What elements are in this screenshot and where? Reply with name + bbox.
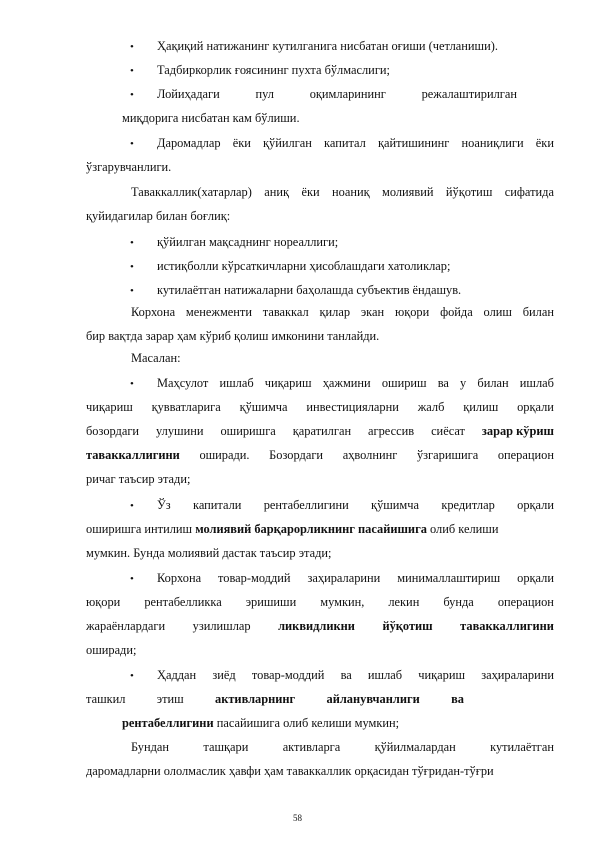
bullet-marker: •	[130, 41, 134, 53]
emphasis-text: ликвидликни	[278, 619, 355, 633]
paragraph-continuation: даромадларни ололмаслик ҳавфи ҳам таваккаллик орқасидан тўғридан-тўғри	[86, 764, 494, 778]
bullet-marker: •	[130, 573, 134, 585]
bullet-text-continuation: юқори рентабелликка эришиши мумкин, лекин бунда операцион	[86, 595, 554, 609]
page-number: 58	[293, 813, 302, 823]
bullet-text-continuation: мумкин. Бунда молиявий дастак таъсир этади;	[86, 546, 332, 560]
bullet-marker: •	[130, 378, 134, 390]
emphasis-text: йўқотиш	[382, 619, 433, 633]
bullet-text-continuation: жараёнлардаги узилишлар ликвидликни йўқотиш таваккаллигини	[86, 619, 554, 633]
bullet-text: Ўз капитали рентабеллигини қўшимча кредитлар орқали	[157, 498, 554, 512]
emphasis-text: молиявий барқарорликнинг пасайишига	[195, 522, 427, 536]
bullet-marker: •	[130, 89, 134, 101]
paragraph: Корхона менежменти таваккал қилар экан юқори фойда олиш билан	[131, 305, 554, 319]
bullet-text-continuation: таваккаллигини оширади. Бозордаги аҳволнинг ўзгаришига операцион	[86, 448, 554, 462]
emphasis-text: таваккаллигини	[86, 448, 180, 462]
bullet-text-continuation: ўзгарувчанлиги.	[86, 160, 172, 174]
emphasis-text: зарар кўриш	[481, 424, 554, 438]
emphasis-text: рентабеллигини	[122, 716, 214, 730]
emphasis-text: активларнинг	[215, 692, 296, 706]
bullet-text-continuation: рентабеллигини пасайишига олиб келиши мумкин;	[122, 716, 400, 730]
bullet-text: Тадбиркорлик ғоясининг пухта бўлмаслиги;	[157, 63, 390, 77]
emphasis-text: таваккаллигини	[460, 619, 554, 633]
bullet-text: Лойиҳадаги пул оқимларининг режалаштирилган	[157, 87, 517, 101]
bullet-text-continuation: ричаг таъсир этади;	[86, 472, 191, 486]
emphasis-text: ва	[451, 692, 464, 706]
bullet-text: Маҳсулот ишлаб чиқариш ҳажмини ошириш ва у билан ишлаб	[157, 376, 554, 390]
paragraph: Таваккаллик(хатарлар) аниқ ёки ноаниқ молиявий йўқотиш сифатида	[131, 185, 554, 199]
bullet-marker: •	[130, 500, 134, 512]
bullet-text-continuation: чиқариш қувватларига қўшимча инвестицияларни жалб қилиш орқали	[86, 400, 554, 414]
bullet-marker: •	[130, 138, 134, 150]
paragraph-continuation: бир вақтда зарар ҳам кўриб қолиш имконини танлайди.	[86, 329, 380, 343]
bullet-text: истиқболли кўрсаткичларни ҳисоблашдаги хатоликлар;	[157, 259, 451, 273]
bullet-text: Корхона товар-моддий заҳираларини минималлаштириш орқали	[157, 571, 554, 585]
bullet-text-continuation: бозордаги улушини оширишга қаратилган агрессив сиёсат зарар кўриш	[86, 424, 554, 438]
bullet-marker: •	[130, 237, 134, 249]
bullet-text-continuation: ташкил этиш активларнинг айланувчанлиги ва	[86, 692, 464, 706]
bullet-marker: •	[130, 670, 134, 682]
bullet-marker: •	[130, 261, 134, 273]
paragraph: Бундан ташқари активларга қўйилмалардан кутилаётган	[131, 740, 554, 754]
paragraph-continuation: қуйидагилар билан боғлиқ:	[86, 209, 231, 223]
bullet-marker: •	[130, 65, 134, 77]
bullet-text-continuation: оширишга интилиш молиявий барқарорликнинг пасайишига олиб келиши	[86, 522, 499, 536]
paragraph: Масалан:	[131, 351, 181, 365]
bullet-text: Ҳақиқий натижанинг кутилганига нисбатан оғиши (четланиши).	[157, 39, 498, 53]
bullet-text: Ҳаддан зиёд товар-моддий ва ишлаб чиқариш заҳираларини	[157, 668, 554, 682]
bullet-marker: •	[130, 285, 134, 297]
bullet-text-continuation: оширади;	[86, 643, 137, 657]
bullet-text: қўйилган мақсаднинг нореаллиги;	[157, 235, 339, 249]
emphasis-text: айланувчанлиги	[326, 692, 420, 706]
bullet-text: кутилаётган натижаларни баҳолашда субъектив ёндашув.	[157, 283, 462, 297]
bullet-text: Даромадлар ёки қўйилган капитал қайтишининг ноаниқлиги ёки	[157, 136, 554, 150]
bullet-text-continuation: миқдорига нисбатан кам бўлиши.	[122, 111, 300, 125]
